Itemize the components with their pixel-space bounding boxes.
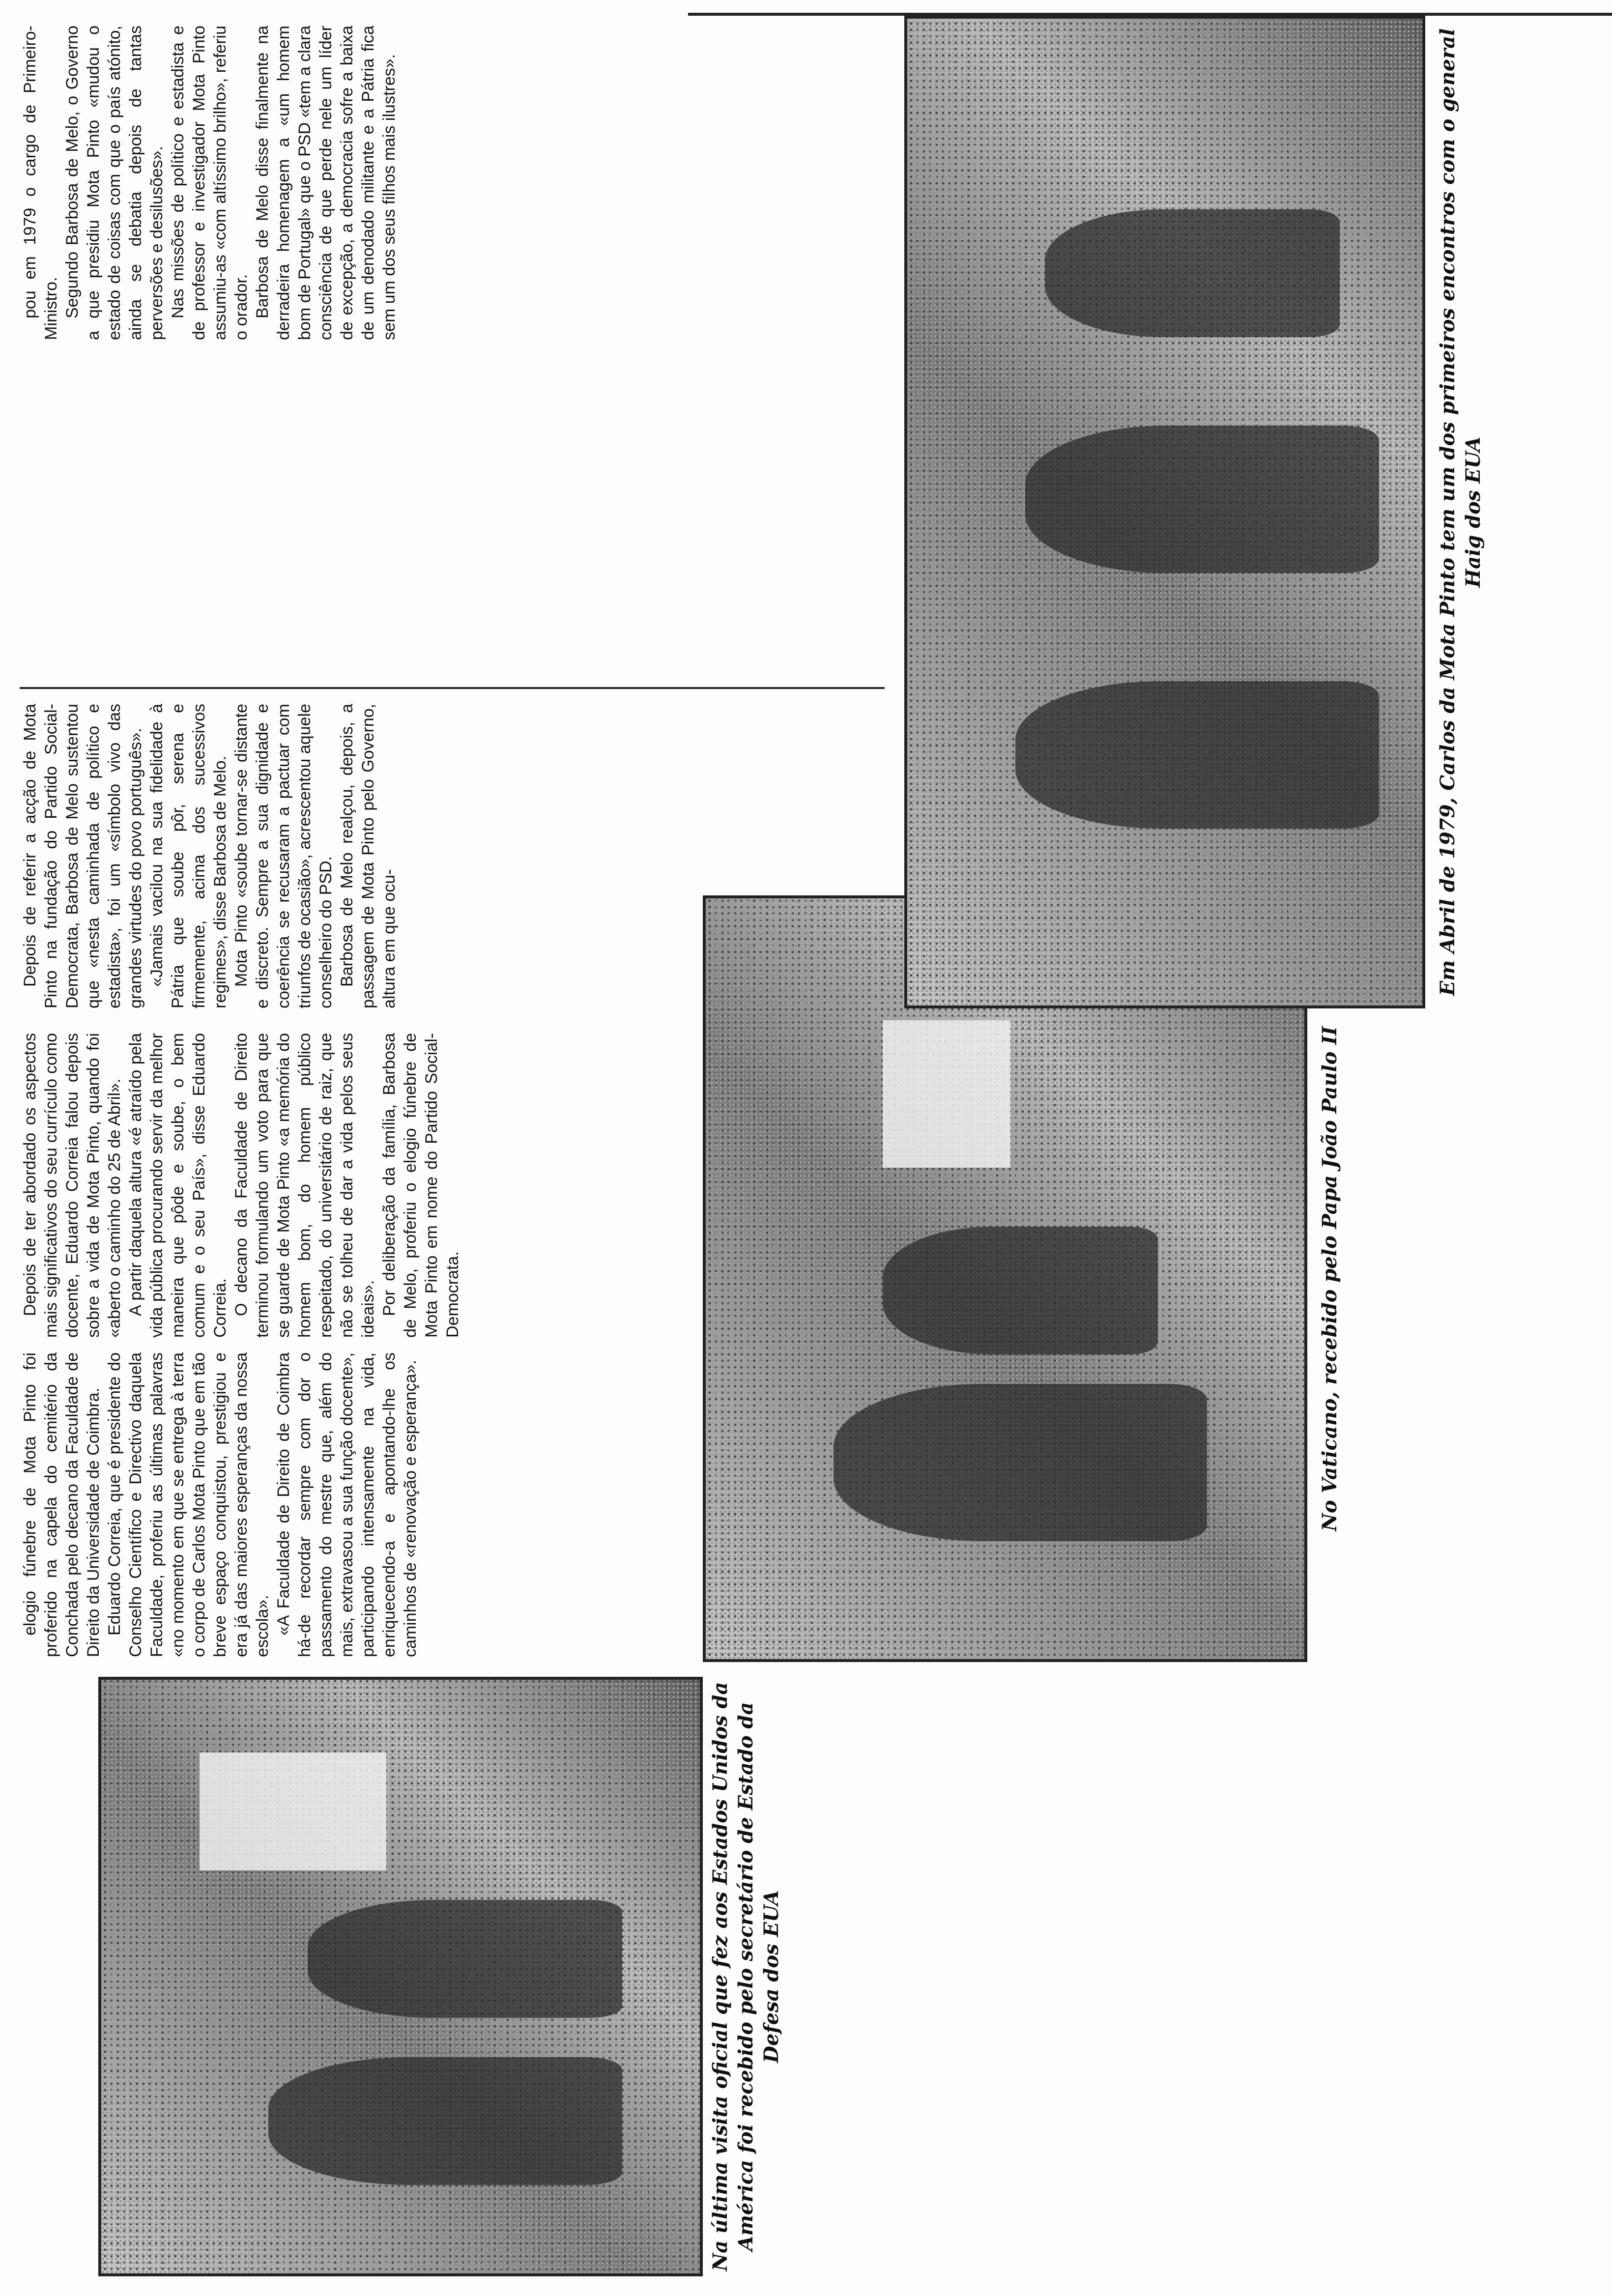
photo-april-1979 (904, 16, 1425, 1008)
paragraph: Barbosa de Melo disse finalmente na derradeira homenagem a «um homem bom de Portugal» que o PSD «tem a clara consciência de que perde nele um líder de excepção, a democracia sofre a baixa de um denodado militante e a Pátria fica sem um dos seus filhos mais ilustres». (253, 26, 399, 340)
paragraph: Nas missões de político e estadista e de professor e investigador Mota Pinto assumiu-as «com altíssimo brilho», referiu o orador. (169, 26, 251, 340)
column-divider (20, 687, 885, 689)
paragraph: «A Faculdade de Direito de Coimbra há-de recordar sempre com dor o passamento do mestre que, além do mais, extravasou a sua função docente», participando intensamente na vida, enriquecendo-a e apontando-lhe os caminhos de «renovação e esperança». (274, 1352, 420, 1657)
article-column-3 (20, 704, 885, 1008)
paragraph: Segundo Barbosa de Melo, o Governo a que presidiu Mota Pinto «mudou o estado de coisas com que o país atónito, ainda se debatia depois de tantas perversões e desilusões». (63, 26, 166, 340)
caption-us-visit: Na última visita oficial que fez aos Estados Unidos da América foi recebido pelo secretário de Estado da Defesa dos EUA (709, 1682, 783, 2271)
page-edge-rule (688, 13, 1612, 16)
paragraph: Eduardo Correia, que é presidente do Conselho Científico e Directivo daquela Faculdade, proferiu as últimas palavras «no momento em que se entrega à terra o corpo de Carlos Mota Pinto que em tão breve espaço conquistou, prestigiou e era já das maiores esperanças da nossa escola». (105, 1352, 272, 1657)
paragraph: Mota Pinto «soube tornar-se distante e discreto. Sempre a sua dignidade e coerência se recusaram a pactuar com triunfos de ocasião», acrescentou aquele conselheiro do PSD. (232, 704, 335, 1008)
article-column-4 (20, 26, 885, 340)
paragraph: A partir daquela altura «é atraído pela vida pública procurando servir da melhor maneira que pôde e soube, o bem comum e o seu País», disse Eduardo Correia. (126, 1033, 230, 1338)
paragraph: elogio fúnebre de Mota Pinto foi proferido na capela do cemitério da Conchada pelo decano da Faculdade de Direito da Universidade de Coimbra. (21, 1352, 103, 1657)
paragraph: Barbosa de Melo realçou, depois, a passagem de Mota Pinto pelo Governo, altura em que ocu- (338, 704, 399, 1008)
paragraph: «Jamais vacilou na sua fidelidade à Pátria que soube pôr, serena e firmemente, acima dos sucessivos regimes», disse Barbosa de Melo. (147, 704, 230, 1008)
caption-april-1979: Em Abril de 1979, Carlos da Mota Pinto tem um dos primeiros encontros com o general Haig dos EUA (1436, 28, 1485, 996)
paragraph: pou em 1979 o cargo de Primeiro-Ministro. (21, 26, 60, 340)
photo-us-visit (98, 1677, 703, 2276)
paragraph: Por deliberação da família, Barbosa de Melo, proferiu o elogio fúnebre de Mota Pinto em nome do Partido Social-Democrata. (380, 1033, 462, 1338)
photo-vatican (703, 895, 1307, 1662)
paragraph: Depois de ter abordado os aspectos mais significativos do seu currículo como docente, Eduardo Correia falou depois sobre a vida de Mota Pinto, quando foi «aberto o caminho do 25 de Abril». (21, 1033, 124, 1338)
article-column-1 (20, 1352, 678, 1657)
caption-vatican: No Vaticano, recebido pelo Papa João Paulo II (1318, 1026, 1341, 1531)
paragraph: Depois de referir a acção de Mota Pinto na fundação do Partido Social-Democrata, Barbosa de Melo sustentou que «nesta caminhada de político e estadista», foi um «símbolo vivo das grandes virtudes do povo português». (21, 704, 145, 1008)
paragraph: O decano da Faculdade de Direito terminou formulando um voto para que se guarde de Mota Pinto «a memória do homem bom, do homem público respeitado, do universitário de raiz, que não se tolheu de dar a vida pelos seus ideais». (232, 1033, 377, 1338)
article-column-2 (20, 1033, 678, 1338)
